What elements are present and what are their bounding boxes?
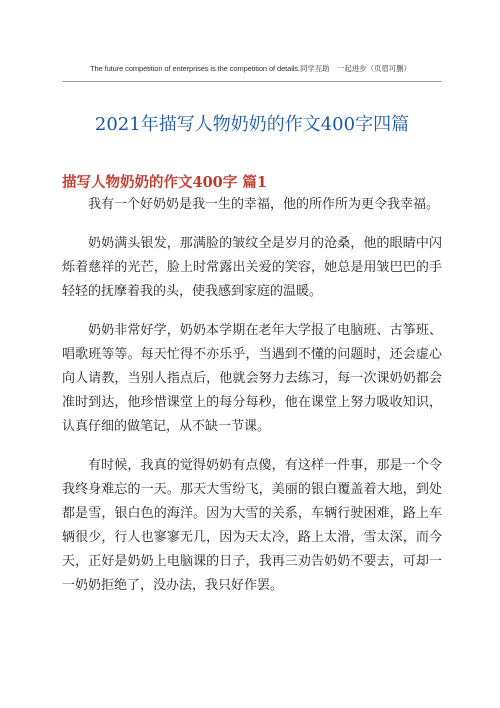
header-divider — [62, 81, 442, 82]
document-title: 2021年描写人物奶奶的作文400字四篇 — [94, 114, 410, 136]
section-heading: 描写人物奶奶的作文400字 篇1 — [62, 174, 267, 192]
paragraph: 奶奶非常好学，奶奶本学期在老年大学报了电脑班、古筝班、唱歌班等等。每天忙得不亦乐乎，当遇到不懂的问题时，还会虚心向人请教，当别人指点后，他就会努力去练习，每一次课奶奶都会准时到达，他珍惜课堂上的每分每秒，他在课堂上努力吸收知识，认真仔细的做笔记，从不缺一节课。 — [62, 323, 442, 434]
article-body — [62, 193, 442, 613]
paragraph: 奶奶满头银发，那满脸的皱纹全是岁月的沧桑，他的眼睛中闪烁着慈祥的光芒，脸上时常露出关爱的笑容，她总是用皱巴巴的手轻轻的抚摩着我的头，使我感到家庭的温暖。 — [62, 236, 442, 299]
paragraph: 我有一个好奶奶是我一生的幸福，他的所作所为更令我幸福。 — [88, 197, 440, 212]
page-header: The future competition of enterprises is the competition of details.同学互助 一起进步（页眉可删） — [90, 64, 411, 73]
paragraph: 有时候，我真的觉得奶奶有点傻，有这样一件事，那是一个令我终身难忘的一天。那天大雪纷飞，美丽的银白覆盖着大地，到处都是雪，银白色的海洋。因为大雪的关系，车辆行驶困难，路上车辆很少，行人也寥寥无几，因为天太冷，路上太滑，雪太深，而今天，正好是奶奶上电脑课的日子，我再三劝告奶奶不要去，可却一一奶奶拒绝了，没办法，我只好作罢。 — [62, 458, 442, 593]
